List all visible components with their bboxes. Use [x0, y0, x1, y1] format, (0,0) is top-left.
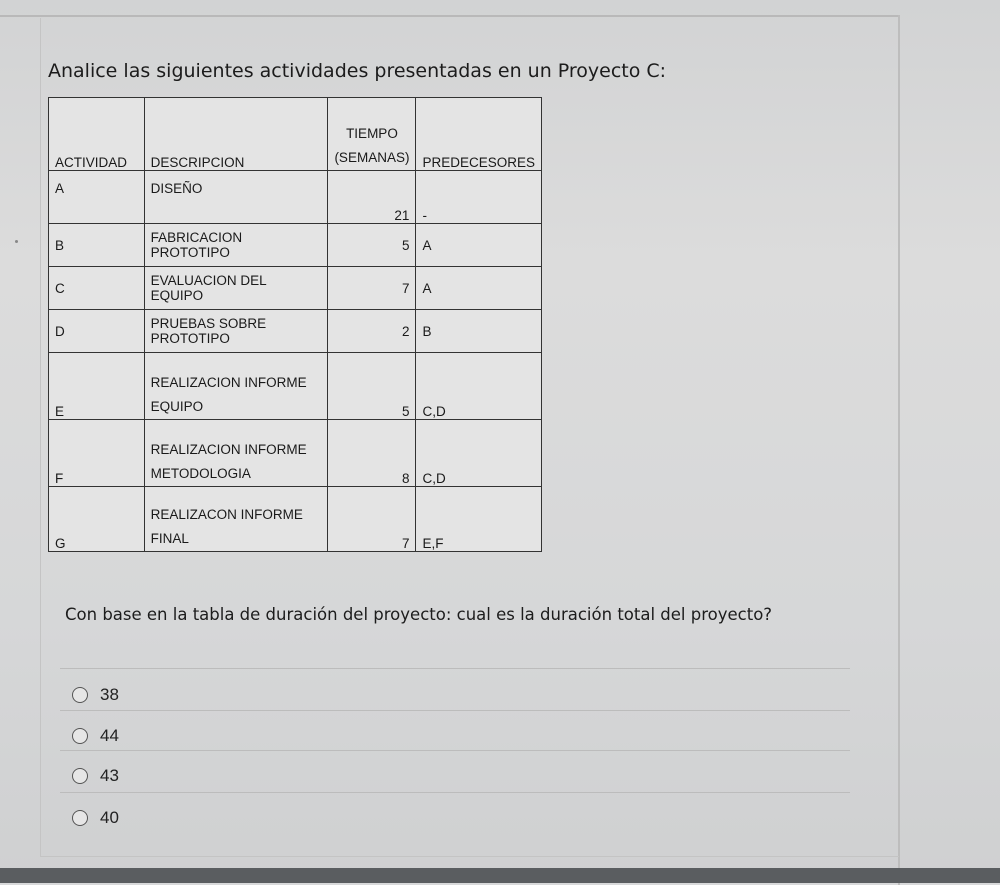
header-predecesores: PREDECESORES	[416, 98, 542, 171]
cell-descripcion	[144, 487, 328, 552]
header-tiempo	[328, 98, 416, 171]
bottom-bar	[0, 868, 1000, 883]
cell-actividad: G	[49, 487, 145, 552]
table-row	[49, 224, 542, 267]
table-row	[49, 267, 542, 310]
question-text: Con base en la tabla de duración del proyecto: cual es la duración total del proyecto?	[65, 605, 773, 624]
radio-circle-icon[interactable]	[72, 768, 88, 784]
table-row	[49, 353, 542, 420]
cell-descripcion	[144, 420, 328, 487]
cell-descripcion	[144, 353, 328, 420]
table-row	[49, 310, 542, 353]
radio-circle-icon[interactable]	[72, 687, 88, 703]
cell-descripcion: FABRICACION PROTOTIPO	[144, 224, 328, 267]
cell-descripcion: DISEÑO	[144, 171, 328, 224]
cell-predecesores: E,F	[416, 487, 542, 552]
option-label: 44	[100, 726, 119, 745]
radio-circle-icon[interactable]	[72, 728, 88, 744]
header-actividad: ACTIVIDAD	[49, 98, 145, 171]
option-43[interactable]	[72, 762, 119, 790]
decorative-dot	[15, 240, 18, 243]
cell-tiempo: 5	[328, 353, 416, 420]
cell-actividad: D	[49, 310, 145, 353]
cell-tiempo: 7	[328, 487, 416, 552]
question-heading: Analice las siguientes actividades presentadas en un Proyecto C:	[48, 60, 667, 82]
cell-tiempo: 7	[328, 267, 416, 310]
cell-tiempo: 5	[328, 224, 416, 267]
cell-predecesores: C,D	[416, 353, 542, 420]
table-row	[49, 487, 542, 552]
cell-descripcion-line1: REALIZACION INFORME	[150, 442, 307, 457]
header-tiempo-line2: (SEMANAS)	[334, 150, 410, 165]
cell-predecesores: B	[416, 310, 542, 353]
cell-actividad: C	[49, 267, 145, 310]
cell-predecesores: C,D	[416, 420, 542, 487]
top-divider	[0, 15, 900, 17]
cell-descripcion: PRUEBAS SOBRE PROTOTIPO	[144, 310, 328, 353]
cell-tiempo: 21	[328, 171, 416, 224]
option-separator	[60, 792, 850, 793]
cell-descripcion: EVALUACION DEL EQUIPO	[144, 267, 328, 310]
option-label: 40	[100, 808, 119, 827]
table-row	[49, 420, 542, 487]
cell-tiempo: 8	[328, 420, 416, 487]
table-header-row	[49, 98, 542, 171]
option-40[interactable]	[72, 804, 119, 832]
option-separator	[60, 750, 850, 751]
activities-table	[48, 97, 542, 552]
option-label: 43	[100, 766, 119, 785]
cell-predecesores: -	[416, 171, 542, 224]
cell-descripcion-line2: EQUIPO	[150, 399, 204, 414]
header-descripcion: DESCRIPCION	[144, 98, 328, 171]
cell-actividad: A	[49, 171, 145, 224]
cell-descripcion-line1: REALIZACION INFORME	[150, 375, 307, 390]
option-separator	[60, 710, 850, 711]
cell-descripcion-line1: REALIZACON INFORME	[150, 507, 303, 522]
cell-descripcion-line2: METODOLOGIA	[150, 466, 251, 481]
cell-actividad: E	[49, 353, 145, 420]
cell-tiempo: 2	[328, 310, 416, 353]
cell-descripcion-line2: FINAL	[150, 531, 189, 546]
cell-predecesores: A	[416, 224, 542, 267]
option-44[interactable]	[72, 722, 119, 750]
cell-predecesores: A	[416, 267, 542, 310]
cell-actividad: F	[49, 420, 145, 487]
cell-actividad: B	[49, 224, 145, 267]
option-38[interactable]	[72, 681, 119, 709]
header-tiempo-line1: TIEMPO	[346, 126, 398, 141]
option-separator	[60, 668, 850, 669]
table-row	[49, 171, 542, 224]
radio-circle-icon[interactable]	[72, 810, 88, 826]
option-label: 38	[100, 685, 119, 704]
